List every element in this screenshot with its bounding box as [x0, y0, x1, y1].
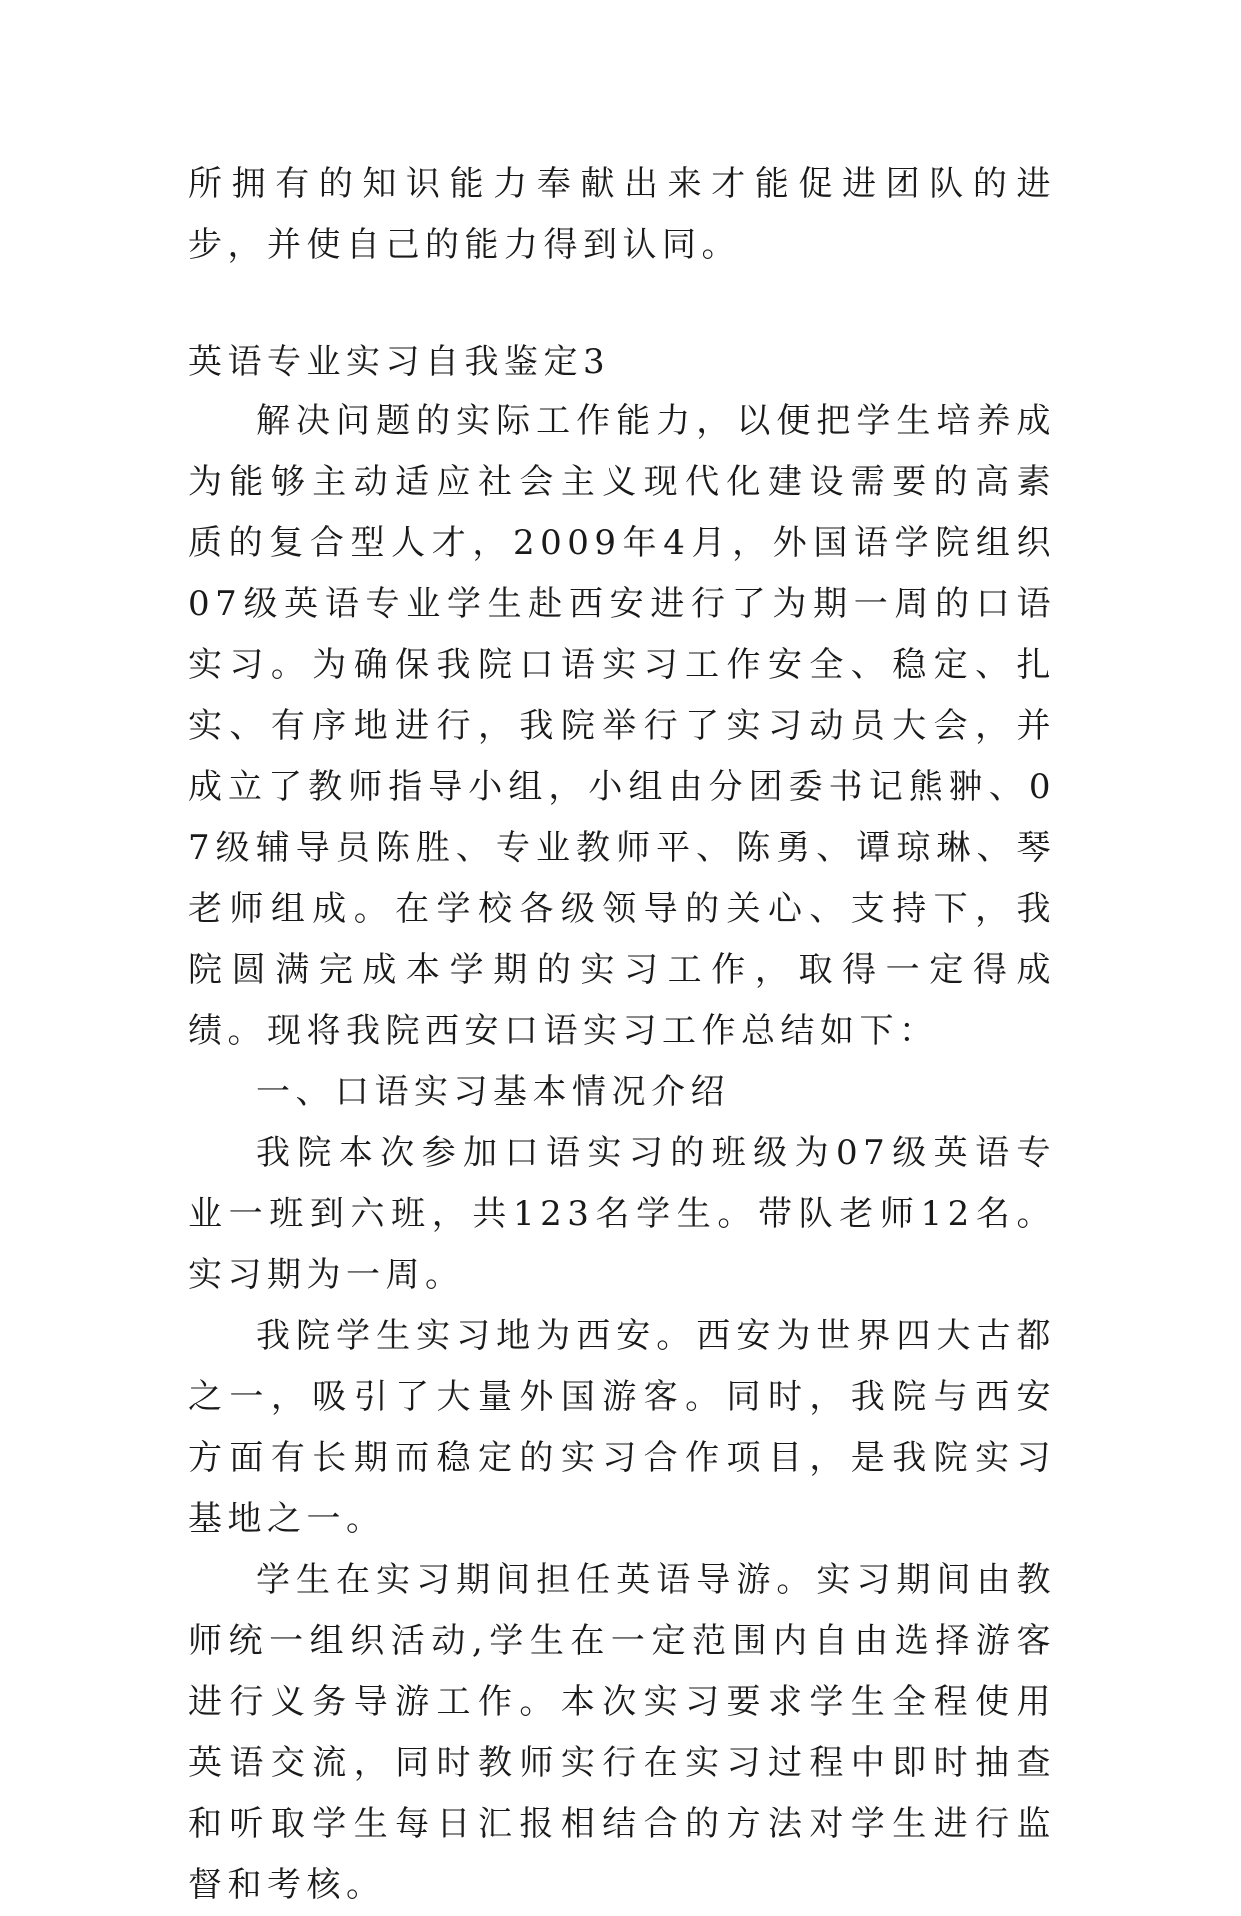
continuation-paragraph: 所拥有的知识能力奉献出来才能促进团队的进步，并使自己的能力得到认同。 — [188, 164, 1056, 265]
body-paragraph: 我院学生实习地为西安。西安为世界四大古都之一，吸引了大量外国游客。同时，我院与西安方面有长期而稳定的实习合作项目，是我院实习基地之一。 — [188, 1316, 1056, 1539]
section-block — [188, 332, 1056, 1916]
body-paragraph: 我院本次参加口语实习的班级为07级英语专业一班到六班，共123名学生。带队老师12名。实习期为一周。 — [188, 1133, 1056, 1295]
section-title: 英语专业实习自我鉴定3 — [188, 342, 611, 382]
body-paragraph: 学生在实习期间担任英语导游。实习期间由教师统一组织活动,学生在一定范围内自由选择游客进行义务导游工作。本次实习要求学生全程使用英语交流，同时教师实行在实习过程中即时抽查和听取学生每日汇报相结合的方法对学生进行监督和考核。 — [188, 1560, 1056, 1905]
subheading: 一、口语实习基本情况介绍 — [256, 1072, 730, 1112]
body-paragraph: 解决问题的实际工作能力，以便把学生培养成为能够主动适应社会主义现代化建设需要的高素质的复合型人才，2009年4月，外国语学院组织07级英语专业学生赴西安进行了为期一周的口语实习。为确保我院口语实习工作安全、稳定、扎实、有序地进行，我院举行了实习动员大会，并成立了教师指导小组，小组由分团委书记熊翀、07级辅导员陈胜、专业教师平、陈勇、谭琼琳、琴老师组成。在学校各级领导的关心、支持下，我院圆满完成本学期的实习工作，取得一定得成绩。现将我院西安口语实习工作总结如下： — [188, 401, 1056, 1051]
continuation-block — [188, 154, 1056, 276]
